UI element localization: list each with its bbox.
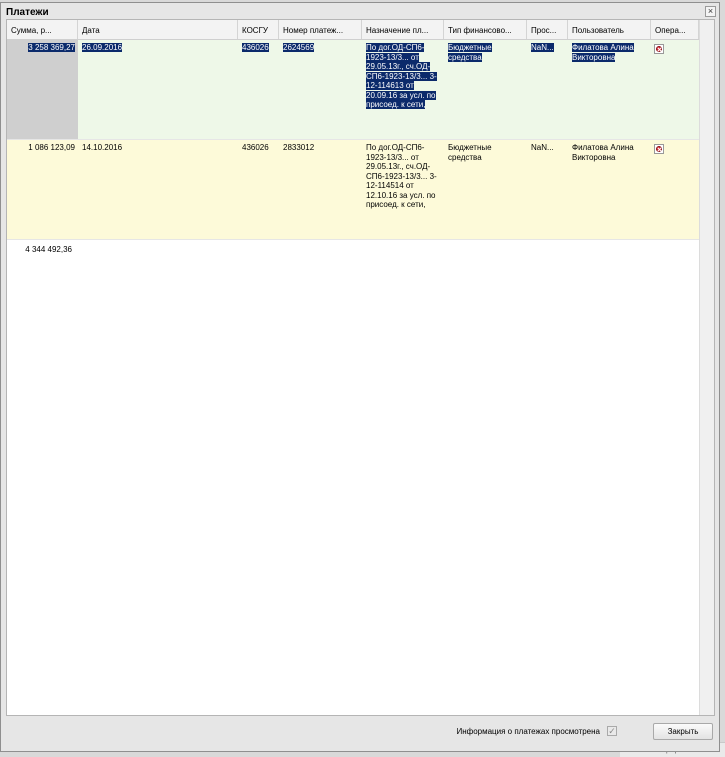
column-header-financing-type[interactable]: Тип финансово...	[444, 20, 527, 39]
column-header-viewed[interactable]: Прос...	[527, 20, 568, 39]
payments-grid	[7, 20, 699, 240]
close-button[interactable]: Закрыть	[653, 723, 713, 740]
table-row[interactable]	[7, 40, 699, 140]
payments-grid-panel	[6, 19, 715, 716]
dialog-footer	[6, 719, 715, 745]
table-row[interactable]	[7, 140, 699, 240]
cell-viewed: NaN...	[531, 143, 554, 152]
viewed-checkbox[interactable]: ✓	[608, 726, 616, 736]
close-icon[interactable]: ×	[705, 6, 716, 17]
column-header-kosgu[interactable]: КОСГУ	[238, 20, 279, 39]
delete-icon[interactable]	[654, 144, 664, 154]
cell-purpose: По дог.ОД-СП6-1923-13/3... от 29.05.13г., сч.ОД-СП6-1923-13/3... 3-12-114613 от 20.09.16 за усл. по присоед. к сети,	[366, 43, 437, 109]
column-header-payment-number[interactable]: Номер платеж...	[279, 20, 362, 39]
delete-icon[interactable]	[654, 44, 664, 54]
grid-header	[7, 20, 699, 40]
cell-viewed: NaN...	[531, 43, 554, 52]
cell-user: Филатова Алина Викторовна	[572, 143, 634, 162]
cell-user: Филатова Алина Викторовна	[572, 43, 634, 62]
cell-date: 14.10.2016	[82, 143, 123, 152]
cell-kosgu: 436026	[242, 43, 269, 52]
vertical-scrollbar[interactable]	[699, 20, 714, 715]
sum-total: 4 344 492,36	[25, 245, 72, 254]
column-header-user[interactable]: Пользователь	[568, 20, 651, 39]
cell-payment-number: 2833012	[283, 143, 315, 152]
cell-financing-type: Бюджетные средства	[448, 143, 492, 162]
viewed-label: Информация о платежах просмотрена	[456, 727, 600, 736]
column-header-operations[interactable]: Опера...	[651, 20, 699, 39]
cell-sum: 1 086 123,09	[28, 143, 75, 152]
cell-payment-number: 2624569	[283, 43, 315, 52]
cell-financing-type: Бюджетные средства	[448, 43, 492, 62]
cell-date: 26.09.2016	[82, 43, 123, 52]
column-header-date[interactable]: Дата	[78, 20, 238, 39]
cell-kosgu: 436026	[242, 143, 269, 152]
column-header-sum[interactable]: Сумма, р...	[7, 20, 78, 39]
cell-sum: 3 258 369,27	[28, 43, 75, 52]
cell-purpose: По дог.ОД-СП6-1923-13/3... от 29.05.13г., сч.ОД-СП6-1923-13/3... 3-12-114514 от 12.10.16 за усл. по присоед. к сети,	[366, 143, 437, 209]
dialog-title: Платежи	[6, 7, 49, 18]
column-header-purpose[interactable]: Назначение пл...	[362, 20, 444, 39]
